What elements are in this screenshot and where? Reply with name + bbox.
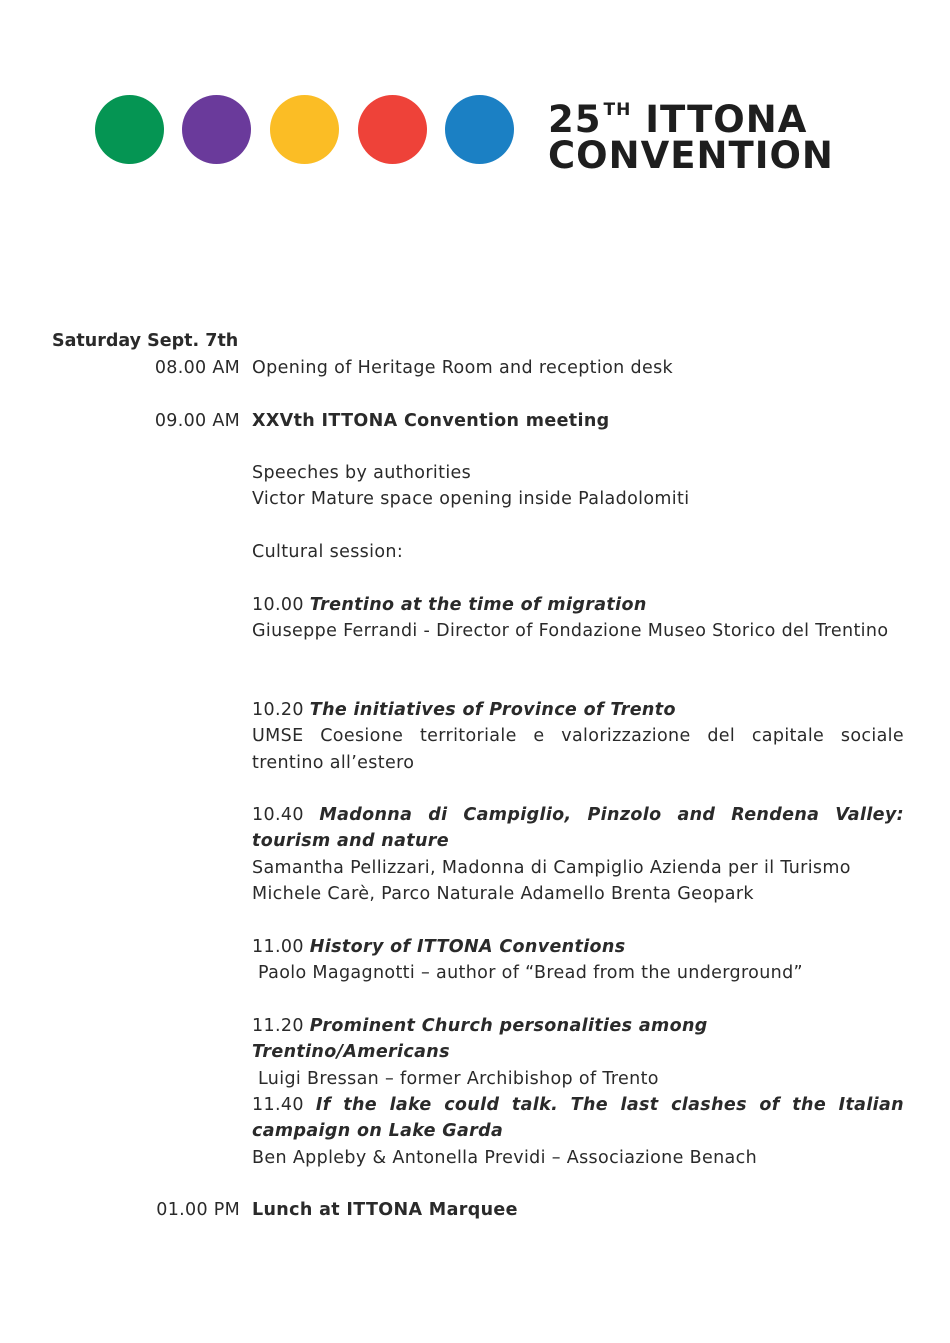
logo-word-convention: CONVENTION	[548, 134, 834, 177]
talk-1040	[252, 802, 904, 907]
talk-time: 11.20	[252, 1016, 304, 1036]
talk-1120	[252, 1013, 904, 1092]
purple-dot	[182, 95, 251, 164]
event-speeches: Speeches by authorities	[252, 463, 472, 483]
logo-suffix: TH	[603, 100, 632, 120]
talk-speaker: Luigi Bressan – former Archibishop of Trento	[258, 1068, 659, 1089]
time-0100pm: 01.00 PM	[156, 1200, 240, 1220]
blue-dot	[445, 95, 514, 164]
event-lunch: Lunch at ITTONA Marquee	[252, 1200, 518, 1220]
talk-speaker: Ben Appleby & Antonella Previdi – Associazione Benach	[252, 1147, 758, 1168]
talk-title: Prominent Church personalities among Trentino/Americans	[252, 1016, 708, 1063]
time-0800: 08.00 AM	[154, 358, 240, 378]
logo-word-ittona: ITTONA	[645, 98, 808, 141]
talk-title: Madonna di Campiglio, Pinzolo and Rendena Valley: tourism and nature	[252, 805, 904, 852]
talk-title: Trentino at the time of migration	[309, 595, 647, 615]
talk-time: 10.20	[252, 700, 304, 720]
logo-line-1	[548, 92, 834, 141]
time-0900: 09.00 AM	[154, 411, 240, 431]
event-cultural-session: Cultural session:	[252, 542, 404, 562]
talk-title: History of ITTONA Conventions	[309, 937, 626, 957]
talk-speaker: UMSE Coesione territoriale e valorizzazione del capitale sociale trentino all’estero	[252, 726, 904, 773]
convention-logo	[548, 92, 834, 177]
talk-1100	[252, 934, 904, 987]
yellow-dot	[270, 95, 339, 164]
red-dot	[358, 95, 427, 164]
talk-time: 11.40	[252, 1095, 304, 1115]
talk-time: 10.40	[252, 805, 304, 825]
talk-speaker: Samantha Pellizzari, Madonna di Campiglio Azienda per il Turismo	[252, 857, 851, 878]
talk-1140	[252, 1092, 904, 1171]
talk-speaker: Michele Carè, Parco Naturale Adamello Brenta Geopark	[252, 883, 754, 904]
logo-number: 25	[548, 98, 602, 141]
talk-speaker: Giuseppe Ferrandi - Director of Fondazione Museo Storico del Trentino	[252, 621, 889, 642]
green-dot	[95, 95, 164, 164]
day-heading: Saturday Sept. 7th	[52, 331, 239, 351]
talk-1020	[252, 697, 904, 776]
event-heritage-room: Opening of Heritage Room and reception desk	[252, 358, 674, 378]
talk-1000	[252, 592, 904, 645]
talk-time: 10.00	[252, 595, 304, 615]
talk-speaker: Paolo Magagnotti – author of “Bread from the underground”	[258, 963, 803, 984]
event-victor-mature: Victor Mature space opening inside Paladolomiti	[252, 489, 690, 509]
talk-title: If the lake could talk. The last clashes of the Italian campaign on Lake Garda	[252, 1095, 904, 1142]
header	[0, 0, 950, 240]
event-convention-meeting: XXVth ITTONA Convention meeting	[252, 411, 610, 431]
talk-title: The initiatives of Province of Trento	[309, 700, 676, 720]
talk-time: 11.00	[252, 937, 304, 957]
